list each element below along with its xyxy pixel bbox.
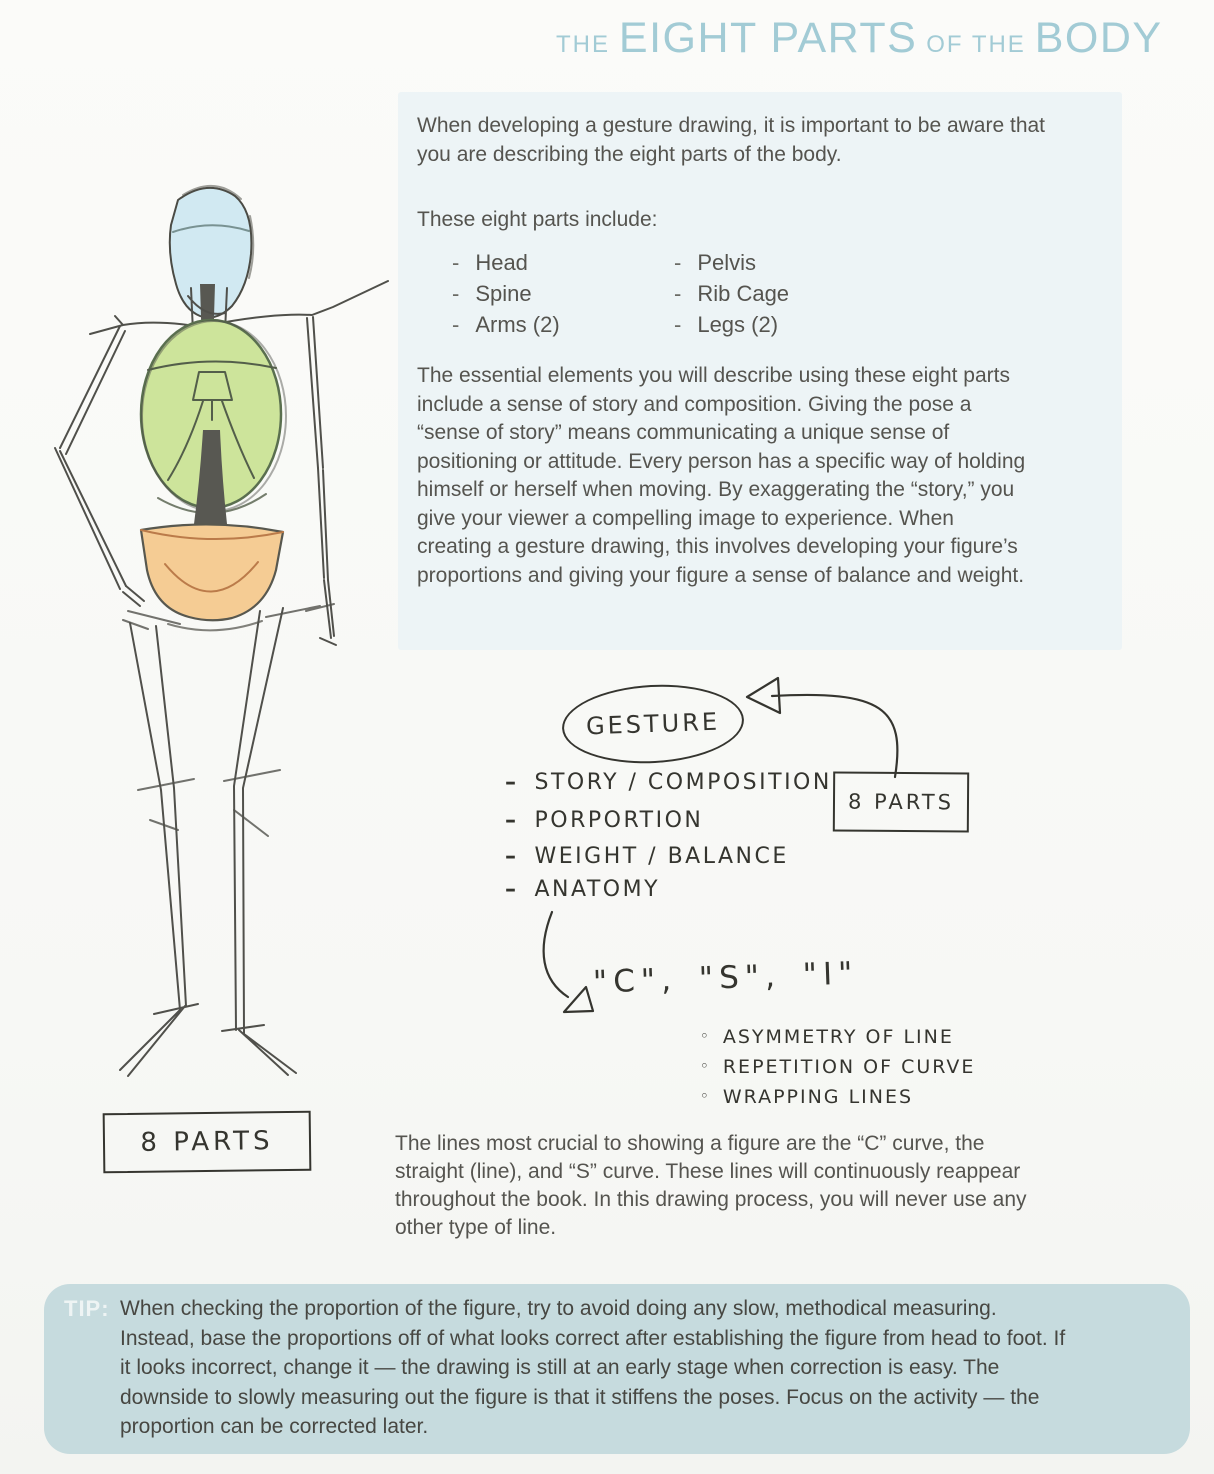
title-the: THE	[556, 31, 610, 58]
arrow-anatomy-to-csi	[544, 912, 568, 997]
figure-right-arm	[307, 317, 336, 645]
parts-lead: These eight parts include:	[417, 208, 658, 231]
figure-right-leg	[222, 608, 296, 1075]
part-head: - Head	[452, 248, 674, 277]
parts-list	[452, 248, 954, 339]
figure-left-arm	[55, 326, 144, 606]
bullet-wrapping: ◦ WRAPPING LINES	[700, 1086, 913, 1108]
part-arms: - Arms (2)	[452, 310, 674, 339]
figure-8-parts-label-box	[103, 1111, 312, 1174]
title-of-the: OF THE	[926, 31, 1026, 58]
diagram-8-parts-box	[833, 772, 969, 833]
gesture-label: GESTURE	[585, 707, 721, 741]
dash-item-story: – STORY / COMPOSITION	[505, 770, 832, 795]
dash-item-proportion: – PORPORTION	[505, 808, 703, 833]
bullet-asymmetry: ◦ ASYMMETRY OF LINE	[700, 1026, 954, 1048]
page-title	[556, 14, 1163, 63]
part-spine: - Spine	[452, 279, 674, 308]
csi-lines-label: "C", "S", "I"	[592, 955, 859, 1001]
part-pelvis: - Pelvis	[674, 248, 954, 277]
part-rib-cage: - Rib Cage	[674, 279, 954, 308]
tip-box	[44, 1284, 1190, 1454]
dash-item-weight: – WEIGHT / BALANCE	[505, 844, 789, 869]
crucial-lines-paragraph: The lines most crucial to showing a figure are the “C” curve, the straight (line), and “S” curve. These lines will continuously reappear throughout the book. In this drawing process, you will never use any other type of line.	[395, 1132, 1027, 1239]
arrowhead-left	[747, 678, 780, 713]
part-legs: - Legs (2)	[674, 310, 954, 339]
tip-text: When checking the proportion of the figure, try to avoid doing any slow, methodical measuring. Instead, base the proportions off of what looks correct after establishing the figure from head to foot. If it looks incorrect, change it — the drawing is still at an early stage when correction is easy. The downside to slowly measuring out the figure is that it stiffens the poses. Focus on the activity — the proportion can be corrected later.	[120, 1297, 1066, 1438]
bullet-repetition: ◦ REPETITION OF CURVE	[700, 1056, 975, 1078]
arrowhead-down	[564, 987, 593, 1012]
figure-pelvis	[141, 524, 283, 630]
arrow-8parts-to-gesture	[772, 695, 897, 777]
mannequin-figure-sketch	[28, 168, 398, 1118]
figure-8-parts-label: 8 PARTS	[140, 1126, 274, 1158]
diagram-8-parts-label: 8 PARTS	[847, 789, 955, 815]
dash-item-anatomy: – ANATOMY	[505, 877, 660, 902]
gesture-ellipse	[560, 680, 746, 767]
title-body: BODY	[1034, 14, 1163, 62]
figure-left-leg	[120, 623, 198, 1076]
title-eight-parts: EIGHT PARTS	[618, 14, 918, 62]
essential-elements-paragraph: The essential elements you will describe using these eight parts include a sense of story and composition. Giving the pose a “sense of story” means communicating a unique sense of positioning or attitude. Every person has a specific way of holding himself or herself when moving. By exaggerating the “story,” you give your viewer a compelling image to experience. When creating a gesture drawing, this involves developing your figure’s proportions and giving your figure a sense of balance and weight.	[417, 364, 1026, 587]
intro-paragraph: When developing a gesture drawing, it is important to be aware that you are describing the eight parts of the body.	[417, 114, 1046, 166]
tip-label: TIP:	[64, 1296, 110, 1321]
